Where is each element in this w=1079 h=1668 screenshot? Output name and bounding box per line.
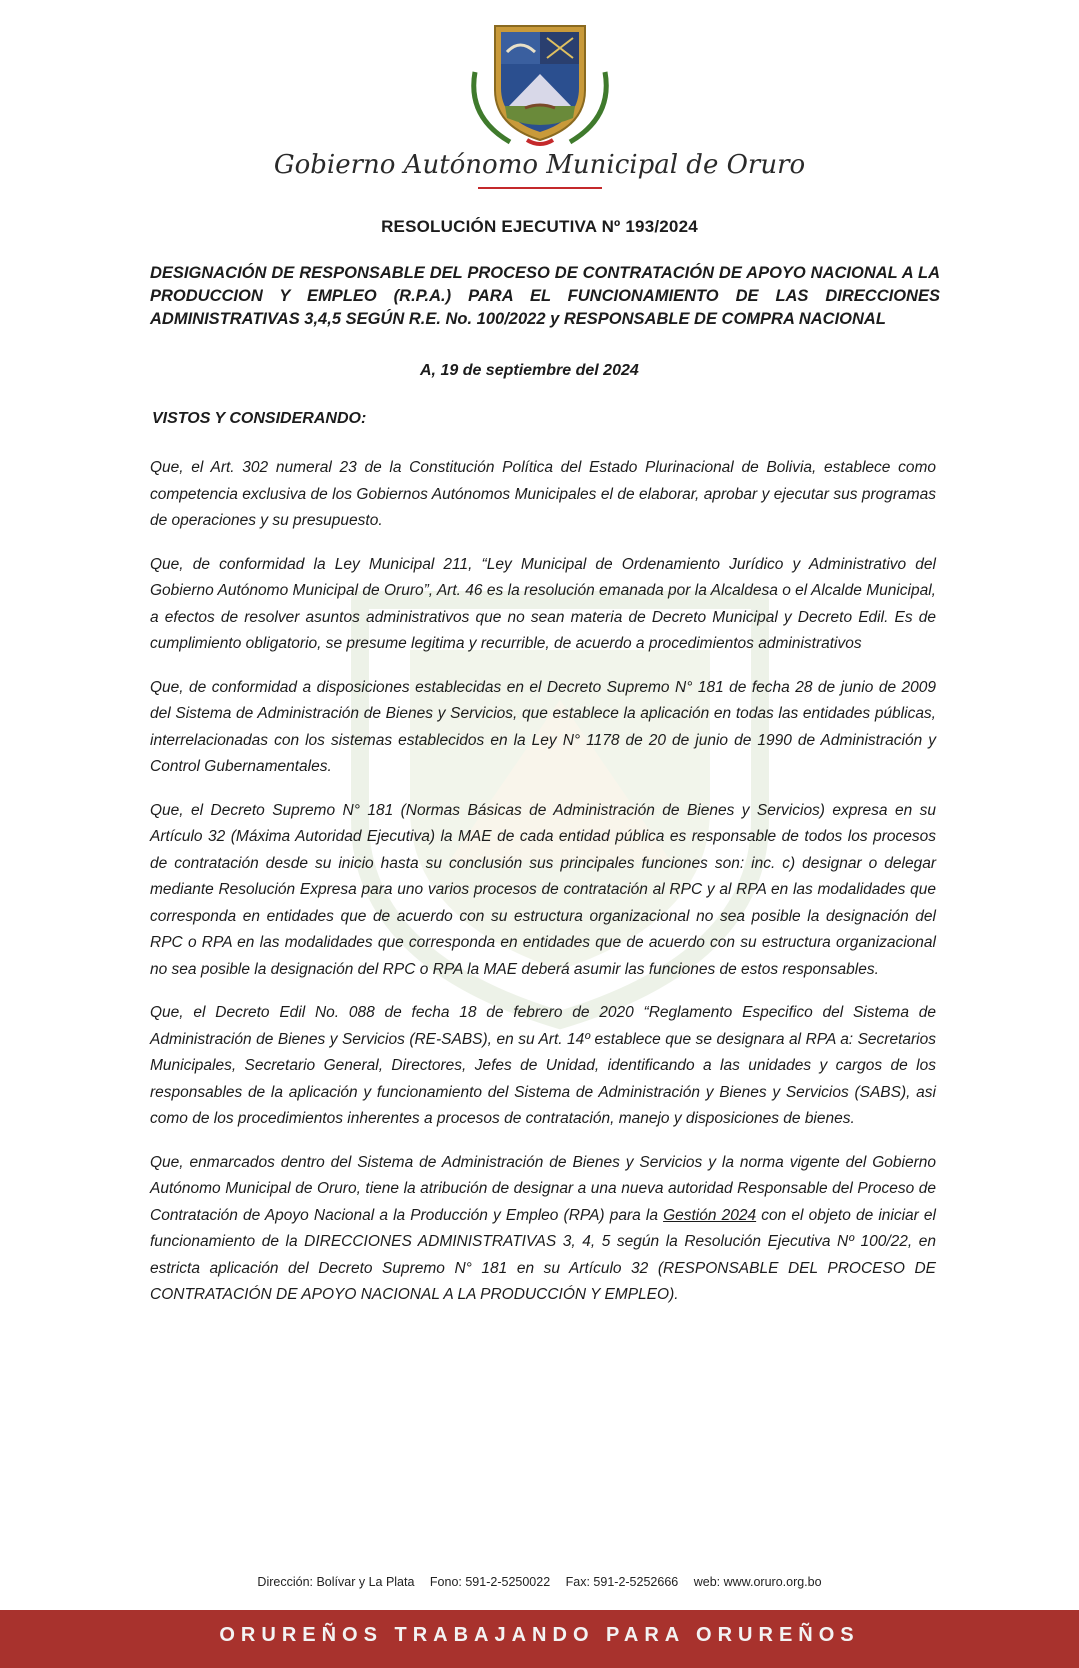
footer-fax: Fax: 591-2-5252666 — [565, 1575, 679, 1589]
document-body — [150, 455, 936, 1326]
paragraph-2: Que, de conformidad la Ley Municipal 211, “Ley Municipal de Ordenamiento Jurídico y Administrativo del Gobierno Autónomo Municipal de Oruro”, Art. 46 es la resolución emanada por la Alcaldesa o el Alcalde Municipal, a efectos de resolver asuntos administrativos que no sean materia de Decreto Municipal y Decreto Edil. Es de cumplimiento obligatorio, se presume legitima y recurrible, de acuerdo a procedimientos administrativos — [150, 555, 936, 652]
paragraph-6-end: con el objeto de iniciar el funcionamiento de la DIRECCIONES ADMINISTRATIVAS 3, 4, 5 según la Resolución Ejecutiva Nº 100/22, en estricta aplicación del Decreto Supremo N° 181 en su Artículo 32 (RESPONSABLE DEL PROCESO DE CONTRATACIÓN DE APOYO NACIONAL A LA PRODUCCIÓN Y EMPLEO). — [150, 1206, 936, 1303]
paragraph-1: Que, el Art. 302 numeral 23 de la Constitución Política del Estado Plurinacional de Bolivia, establece como competencia exclusiva de los Gobiernos Autónomos Municipales el de elaborar, aprobar y ejecutar sus programas de operaciones y su presupuesto. — [150, 459, 936, 529]
paragraph-3: Que, de conformidad a disposiciones establecidas en el Decreto Supremo N° 181 de fecha 28 de junio de 2009 del Sistema de Administración de Bienes y Servicios, que establece la aplicación en todas las entidades públicas, interrelacionadas con los sistemas establecidos en la Ley N° 1178 de 20 de junio de 1990 de Administración y Control Gubernamentales. — [150, 678, 936, 775]
government-name: Gobierno Autónomo Municipal de Oruro — [273, 150, 806, 180]
section-heading: VISTOS Y CONSIDERANDO: — [152, 410, 367, 427]
resolution-date: A, 19 de septiembre del 2024 — [420, 362, 639, 379]
slogan-band — [0, 1610, 1079, 1668]
gestion-underlined: Gestión 2024 — [663, 1206, 757, 1224]
coat-of-arms-icon — [465, 22, 615, 152]
footer-phone: Fono: 591-2-5250022 — [429, 1575, 551, 1589]
paragraph-6 — [150, 1150, 936, 1309]
designation-heading: DESIGNACIÓN DE RESPONSABLE DEL PROCESO DE CONTRATACIÓN DE APOYO NACIONAL A LA PRODUCCION Y EMPLEO (R.P.A.) PARA EL FUNCIONAMIENTO DE LAS DIRECCIONES ADMINISTRATIVAS 3,4,5 SEGÚN R.E. No. 100/2022 y RESPONSABLE DE COMPRA NACIONAL — [150, 264, 940, 328]
paragraph-5: Que, el Decreto Edil No. 088 de fecha 18 de febrero de 2020 “Reglamento Especifico del Sistema de Administración de Bienes y Servicios (RE-SABS), en su Art. 14º establece que se designara al RPA a: Secretarios Municipales, Secretario General, Directores, Jefes de Unidad, identificando a las unidades y cargos de los responsables de la aplicación y funcionamiento del Sistema de Administración y Bienes y Servicios (SABS), asi como de los procedimientos inherentes a procesos de contratación, manejo y disposiciones de bienes. — [150, 1004, 936, 1127]
slogan-text: ORUREÑOS TRABAJANDO PARA ORUREÑOS — [219, 1624, 860, 1646]
footer-web: web: www.oruro.org.bo — [693, 1575, 822, 1589]
paragraph-6-start: Que, enmarcados dentro del Sistema de Administración de Bienes y Servicios y la norma vigente del Gobierno Autónomo Municipal de Oruro, tiene la atribución de designar a una nueva autoridad Responsable del Proceso de Contratación de Apoyo Nacional a la Producción y Empleo (RPA) para la — [150, 1153, 936, 1224]
contact-line — [0, 1575, 1079, 1589]
title-divider — [478, 187, 602, 189]
resolution-number: RESOLUCIÓN EJECUTIVA Nº 193/2024 — [381, 217, 698, 236]
paragraph-4: Que, el Decreto Supremo N° 181 (Normas Básicas de Administración de Bienes y Servicios) expresa en su Artículo 32 (Máxima Autoridad Ejecutiva) la MAE de cada entidad pública es responsable de todos los procesos de contratación desde su inicio hasta su conclusión sus principales funciones son: inc. c) designar o delegar mediante Resolución Expresa para uno varios procesos de contratación al RPC y al RPA en las modalidades que corresponda en entidades que de acuerdo con su estructura organizacional no sea posible la designación del RPC o RPA en las modalidades que corresponda en entidades que de acuerdo con su estructura organizacional no sea posible la designación del RPC o RPA la MAE deberá asumir las funciones de estos responsables. — [150, 801, 936, 978]
footer-address: Dirección: Bolívar y La Plata — [257, 1575, 415, 1589]
